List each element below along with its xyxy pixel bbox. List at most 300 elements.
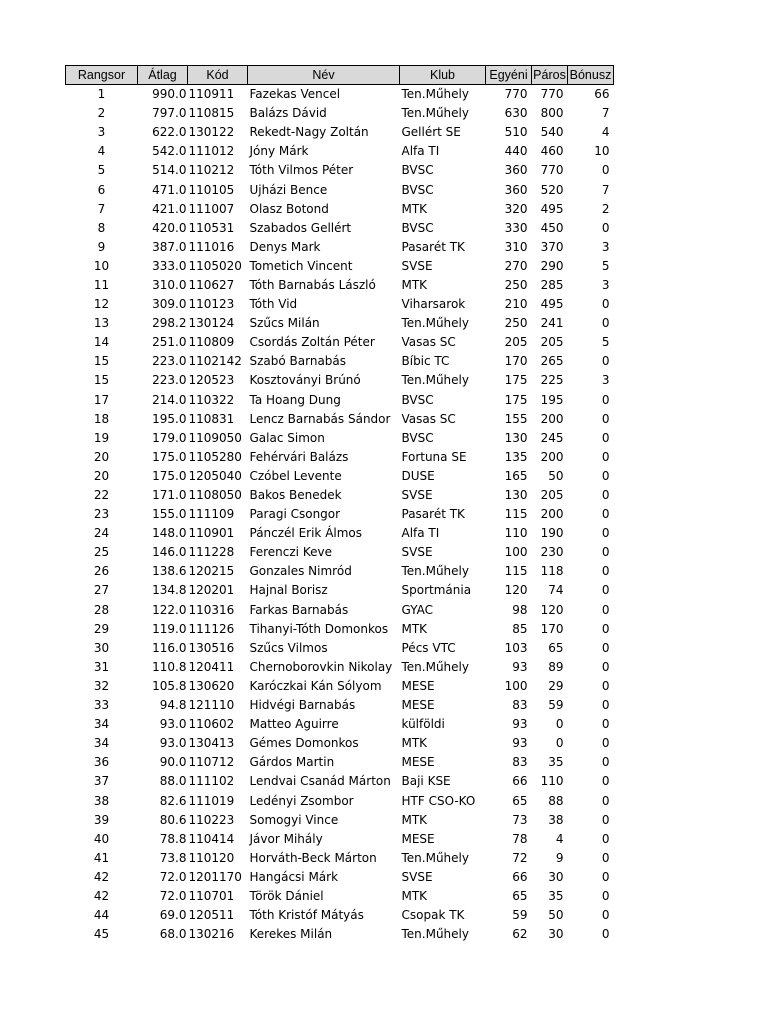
bonus-cell: 0 [601, 717, 610, 732]
club-cell: Fortuna SE [401, 449, 467, 464]
doubles-cell: 205 [540, 488, 564, 503]
code-cell: 1105020 [188, 258, 242, 273]
doubles-cell: 495 [540, 201, 564, 216]
doubles-cell: 0 [555, 717, 564, 732]
average-cell: 223.0 [152, 373, 187, 388]
code-cell: 130124 [188, 316, 235, 331]
player-name-cell: Gonzales Nimród [249, 564, 352, 579]
club-cell: MTK [401, 277, 428, 292]
rank-cell: 13 [93, 316, 110, 331]
doubles-cell: 495 [540, 297, 564, 312]
player-name-cell: Galac Simon [249, 430, 325, 445]
singles-cell: 330 [504, 220, 528, 235]
singles-cell: 155 [504, 411, 528, 426]
average-cell: 82.6 [159, 793, 187, 808]
player-name-cell: Pánczél Erik Álmos [249, 526, 363, 541]
rank-cell: 14 [93, 335, 110, 350]
singles-cell: 115 [504, 507, 528, 522]
club-cell: BVSC [401, 182, 434, 197]
bonus-cell: 0 [601, 430, 610, 445]
bonus-cell: 0 [601, 678, 610, 693]
table-row [66, 142, 614, 161]
club-cell: Pasarét TK [401, 507, 465, 522]
singles-cell: 130 [504, 488, 528, 503]
doubles-cell: 74 [548, 583, 564, 598]
average-cell: 542.0 [152, 144, 187, 159]
singles-cell: 93 [512, 717, 528, 732]
club-cell: Ten.Műhely [401, 564, 469, 579]
average-cell: 110.8 [152, 659, 187, 674]
club-cell: MESE [401, 678, 435, 693]
doubles-cell: 38 [548, 812, 564, 827]
average-cell: 68.0 [159, 927, 187, 942]
header-code: Kód [188, 66, 248, 85]
code-cell: 111109 [188, 507, 235, 522]
player-name-cell: Tóth Barnabás László [249, 277, 376, 292]
club-cell: MTK [401, 201, 428, 216]
doubles-cell: 370 [540, 239, 564, 254]
code-cell: 110531 [188, 220, 235, 235]
code-cell: 1205040 [188, 468, 242, 483]
average-cell: 73.8 [159, 850, 187, 865]
table-row [66, 238, 614, 257]
code-cell: 1102142 [188, 354, 242, 369]
club-cell: DUSE [401, 468, 435, 483]
club-cell: Pécs VTC [401, 640, 456, 655]
bonus-cell: 5 [601, 335, 610, 350]
bonus-cell: 0 [601, 564, 610, 579]
club-cell: Csopak TK [401, 908, 465, 923]
doubles-cell: 450 [540, 220, 564, 235]
table-row [66, 658, 614, 677]
doubles-cell: 89 [548, 659, 564, 674]
singles-cell: 165 [504, 468, 528, 483]
average-cell: 88.0 [159, 774, 187, 789]
player-name-cell: Gémes Domonkos [249, 736, 359, 751]
code-cell: 110223 [188, 812, 235, 827]
rank-cell: 42 [93, 888, 110, 903]
player-name-cell: Szabados Gellért [249, 220, 352, 235]
club-cell: SVSE [401, 545, 433, 560]
header-club: Klub [400, 66, 486, 85]
doubles-cell: 540 [540, 125, 564, 140]
bonus-cell: 0 [601, 640, 610, 655]
club-cell: Vasas SC [401, 411, 456, 426]
table-row [66, 200, 614, 219]
average-cell: 119.0 [152, 621, 187, 636]
average-cell: 622.0 [152, 125, 187, 140]
code-cell: 130216 [188, 927, 235, 942]
player-name-cell: Karóczkai Kán Sólyom [249, 678, 382, 693]
table-row [66, 772, 614, 791]
club-cell: Ten.Műhely [401, 373, 469, 388]
singles-cell: 320 [504, 201, 528, 216]
code-cell: 110901 [188, 526, 235, 541]
player-name-cell: Farkas Barnabás [249, 602, 349, 617]
table-row [66, 887, 614, 906]
bonus-cell: 0 [601, 297, 610, 312]
doubles-cell: 190 [540, 526, 564, 541]
code-cell: 110809 [188, 335, 235, 350]
bonus-cell: 4 [601, 125, 610, 140]
rank-cell: 29 [93, 621, 110, 636]
doubles-cell: 110 [540, 774, 564, 789]
singles-cell: 93 [512, 659, 528, 674]
rank-cell: 25 [93, 545, 110, 560]
bonus-cell: 2 [601, 201, 610, 216]
player-name-cell: Kerekes Milán [249, 927, 333, 942]
player-name-cell: Denys Mark [249, 239, 321, 254]
player-name-cell: Horváth-Beck Márton [249, 850, 377, 865]
doubles-cell: 200 [540, 507, 564, 522]
bonus-cell: 0 [601, 220, 610, 235]
code-cell: 110316 [188, 602, 235, 617]
singles-cell: 210 [504, 297, 528, 312]
code-cell: 130122 [188, 125, 235, 140]
singles-cell: 440 [504, 144, 528, 159]
doubles-cell: 50 [548, 908, 564, 923]
player-name-cell: Fehérvári Balázs [249, 449, 349, 464]
table-header [66, 66, 614, 85]
bonus-cell: 0 [601, 888, 610, 903]
bonus-cell: 3 [601, 277, 610, 292]
rank-cell: 12 [93, 297, 110, 312]
player-name-cell: Tometich Vincent [249, 258, 353, 273]
player-name-cell: Somogyi Vince [249, 812, 339, 827]
player-name-cell: Matteo Aguirre [249, 717, 339, 732]
table-row [66, 371, 614, 390]
player-name-cell: Gárdos Martin [249, 755, 335, 770]
code-cell: 120215 [188, 564, 235, 579]
doubles-cell: 9 [555, 850, 564, 865]
average-cell: 93.0 [159, 736, 187, 751]
table-row [66, 333, 614, 352]
code-cell: 111019 [188, 793, 235, 808]
rank-cell: 11 [93, 277, 110, 292]
rank-cell: 38 [93, 793, 110, 808]
average-cell: 471.0 [152, 182, 187, 197]
rank-cell: 8 [97, 220, 106, 235]
rank-cell: 19 [93, 430, 110, 445]
doubles-cell: 245 [540, 430, 564, 445]
bonus-cell: 0 [601, 812, 610, 827]
average-cell: 333.0 [152, 258, 187, 273]
singles-cell: 770 [504, 87, 528, 102]
club-cell: Ten.Műhely [401, 106, 469, 121]
club-cell: Pasarét TK [401, 239, 465, 254]
average-cell: 94.8 [159, 698, 187, 713]
club-cell: Alfa TI [401, 144, 440, 159]
singles-cell: 98 [512, 602, 528, 617]
player-name-cell: Jávor Mihály [249, 831, 323, 846]
average-cell: 175.0 [152, 468, 187, 483]
rank-cell: 23 [93, 507, 110, 522]
rank-cell: 42 [93, 869, 110, 884]
bonus-cell: 0 [601, 831, 610, 846]
bonus-cell: 3 [601, 373, 610, 388]
singles-cell: 310 [504, 239, 528, 254]
bonus-cell: 0 [601, 659, 610, 674]
table-row [66, 543, 614, 562]
header-doubles: Páros [532, 66, 568, 85]
code-cell: 111102 [188, 774, 235, 789]
player-name-cell: Paragi Csongor [249, 507, 341, 522]
code-cell: 1201170 [188, 869, 242, 884]
table-row [66, 639, 614, 658]
club-cell: SVSE [401, 869, 433, 884]
singles-cell: 175 [504, 373, 528, 388]
rank-cell: 22 [93, 488, 110, 503]
singles-cell: 360 [504, 163, 528, 178]
doubles-cell: 265 [540, 354, 564, 369]
singles-cell: 59 [512, 908, 528, 923]
club-cell: Sportmánia [401, 583, 472, 598]
code-cell: 110627 [188, 277, 235, 292]
player-name-cell: Czóbel Levente [249, 468, 342, 483]
doubles-cell: 460 [540, 144, 564, 159]
table-row [66, 314, 614, 333]
singles-cell: 170 [504, 354, 528, 369]
doubles-cell: 241 [540, 316, 564, 331]
doubles-cell: 770 [540, 87, 564, 102]
average-cell: 122.0 [152, 602, 187, 617]
code-cell: 111007 [188, 201, 235, 216]
table-row [66, 123, 614, 142]
table-row [66, 524, 614, 543]
player-name-cell: Balázs Dávid [249, 106, 327, 121]
table-body [66, 85, 614, 945]
rank-cell: 3 [97, 125, 106, 140]
average-cell: 514.0 [152, 163, 187, 178]
singles-cell: 85 [512, 621, 528, 636]
club-cell: Baji KSE [401, 774, 451, 789]
singles-cell: 65 [512, 793, 528, 808]
average-cell: 251.0 [152, 335, 187, 350]
singles-cell: 100 [504, 678, 528, 693]
bonus-cell: 0 [601, 602, 610, 617]
singles-cell: 103 [504, 640, 528, 655]
singles-cell: 73 [512, 812, 528, 827]
table-row [66, 849, 614, 868]
club-cell: MTK [401, 736, 428, 751]
club-cell: MESE [401, 698, 435, 713]
club-cell: BVSC [401, 163, 434, 178]
player-name-cell: Ujházi Bence [249, 182, 328, 197]
rank-cell: 5 [97, 163, 106, 178]
rank-cell: 2 [97, 106, 106, 121]
bonus-cell: 0 [601, 698, 610, 713]
code-cell: 110701 [188, 888, 235, 903]
rank-cell: 33 [93, 698, 110, 713]
rank-cell: 20 [93, 468, 110, 483]
club-cell: Bíbic TC [401, 354, 450, 369]
club-cell: SVSE [401, 488, 433, 503]
doubles-cell: 200 [540, 411, 564, 426]
rank-cell: 30 [93, 640, 110, 655]
code-cell: 120511 [188, 908, 235, 923]
average-cell: 72.0 [159, 888, 187, 903]
bonus-cell: 0 [601, 774, 610, 789]
doubles-cell: 290 [540, 258, 564, 273]
singles-cell: 250 [504, 316, 528, 331]
table-row [66, 696, 614, 715]
header-singles: Egyéni [486, 66, 532, 85]
code-cell: 111126 [188, 621, 235, 636]
club-cell: Gellért SE [401, 125, 461, 140]
rank-cell: 6 [97, 182, 106, 197]
singles-cell: 66 [512, 774, 528, 789]
doubles-cell: 118 [540, 564, 564, 579]
table-row [66, 486, 614, 505]
club-cell: Ten.Műhely [401, 316, 469, 331]
rank-cell: 24 [93, 526, 110, 541]
doubles-cell: 230 [540, 545, 564, 560]
doubles-cell: 225 [540, 373, 564, 388]
header-bonus: Bónusz [568, 66, 614, 85]
doubles-cell: 770 [540, 163, 564, 178]
player-name-cell: Szabó Barnabás [249, 354, 347, 369]
bonus-cell: 5 [601, 258, 610, 273]
player-name-cell: Ta Hoang Dung [249, 392, 341, 407]
bonus-cell: 66 [594, 87, 610, 102]
bonus-cell: 0 [601, 621, 610, 636]
code-cell: 110322 [188, 392, 235, 407]
player-name-cell: Hangácsi Márk [249, 869, 339, 884]
player-name-cell: Lendvai Csanád Márton [249, 774, 391, 789]
table-row [66, 448, 614, 467]
bonus-cell: 0 [601, 354, 610, 369]
rank-cell: 17 [93, 392, 110, 407]
bonus-cell: 0 [601, 468, 610, 483]
bonus-cell: 0 [601, 927, 610, 942]
singles-cell: 62 [512, 927, 528, 942]
rank-cell: 28 [93, 602, 110, 617]
average-cell: 134.8 [152, 583, 187, 598]
table-row [66, 276, 614, 295]
average-cell: 179.0 [152, 430, 187, 445]
rank-cell: 4 [97, 144, 106, 159]
player-name-cell: Ferenczi Keve [249, 545, 332, 560]
doubles-cell: 285 [540, 277, 564, 292]
average-cell: 78.8 [159, 831, 187, 846]
singles-cell: 120 [504, 583, 528, 598]
table-row [66, 391, 614, 410]
average-cell: 309.0 [152, 297, 187, 312]
rank-cell: 20 [93, 449, 110, 464]
singles-cell: 630 [504, 106, 528, 121]
doubles-cell: 195 [540, 392, 564, 407]
club-cell: MTK [401, 621, 428, 636]
bonus-cell: 3 [601, 239, 610, 254]
average-cell: 310.0 [152, 277, 187, 292]
club-cell: Ten.Műhely [401, 659, 469, 674]
header-rank: Rangsor [66, 66, 138, 85]
rank-cell: 27 [93, 583, 110, 598]
bonus-cell: 0 [601, 488, 610, 503]
table-row [66, 104, 614, 123]
code-cell: 120523 [188, 373, 235, 388]
singles-cell: 110 [504, 526, 528, 541]
rank-cell: 36 [93, 755, 110, 770]
table-row [66, 161, 614, 180]
rank-cell: 31 [93, 659, 110, 674]
code-cell: 120411 [188, 659, 235, 674]
doubles-cell: 65 [548, 640, 564, 655]
code-cell: 110602 [188, 717, 235, 732]
player-name-cell: Szűcs Vilmos [249, 640, 328, 655]
code-cell: 130620 [188, 678, 235, 693]
rank-cell: 44 [93, 908, 110, 923]
singles-cell: 130 [504, 430, 528, 445]
rank-cell: 10 [93, 258, 110, 273]
singles-cell: 205 [504, 335, 528, 350]
bonus-cell: 0 [601, 526, 610, 541]
club-cell: BVSC [401, 220, 434, 235]
singles-cell: 270 [504, 258, 528, 273]
player-name-cell: Kosztoványi Brúnó [249, 373, 361, 388]
ranking-table [65, 65, 614, 944]
average-cell: 72.0 [159, 869, 187, 884]
code-cell: 110815 [188, 106, 235, 121]
average-cell: 420.0 [152, 220, 187, 235]
average-cell: 155.0 [152, 507, 187, 522]
table-row [66, 180, 614, 199]
club-cell: MESE [401, 831, 435, 846]
average-cell: 80.6 [159, 812, 187, 827]
rank-cell: 41 [93, 850, 110, 865]
singles-cell: 83 [512, 698, 528, 713]
average-cell: 69.0 [159, 908, 187, 923]
player-name-cell: Chernoborovkin Nikolay [249, 659, 393, 674]
table-row [66, 429, 614, 448]
player-name-cell: Fazekas Vencel [249, 87, 341, 102]
club-cell: Viharsarok [401, 297, 466, 312]
table-row [66, 925, 614, 944]
player-name-cell: Tihanyi-Tóth Domonkos [249, 621, 389, 636]
table-row [66, 581, 614, 600]
table-row [66, 811, 614, 830]
player-name-cell: Csordás Zoltán Péter [249, 335, 375, 350]
code-cell: 110120 [188, 850, 235, 865]
rank-cell: 9 [97, 239, 106, 254]
club-cell: Ten.Műhely [401, 87, 469, 102]
singles-cell: 360 [504, 182, 528, 197]
code-cell: 110105 [188, 182, 235, 197]
average-cell: 223.0 [152, 354, 187, 369]
singles-cell: 93 [512, 736, 528, 751]
player-name-cell: Rekedt-Nagy Zoltán [249, 125, 369, 140]
code-cell: 130516 [188, 640, 235, 655]
bonus-cell: 0 [601, 869, 610, 884]
code-cell: 111016 [188, 239, 235, 254]
club-cell: BVSC [401, 392, 434, 407]
code-cell: 110911 [188, 87, 235, 102]
doubles-cell: 205 [540, 335, 564, 350]
code-cell: 120201 [188, 583, 235, 598]
player-name-cell: Olasz Botond [249, 201, 329, 216]
player-name-cell: Jóny Márk [249, 144, 309, 159]
bonus-cell: 0 [601, 583, 610, 598]
table-row [66, 562, 614, 581]
header-row [66, 66, 614, 85]
player-name-cell: Bakos Benedek [249, 488, 342, 503]
code-cell: 110712 [188, 755, 235, 770]
doubles-cell: 0 [555, 736, 564, 751]
player-name-cell: Tóth Vilmos Péter [249, 163, 354, 178]
rank-cell: 37 [93, 774, 110, 789]
singles-cell: 72 [512, 850, 528, 865]
table-row [66, 257, 614, 276]
